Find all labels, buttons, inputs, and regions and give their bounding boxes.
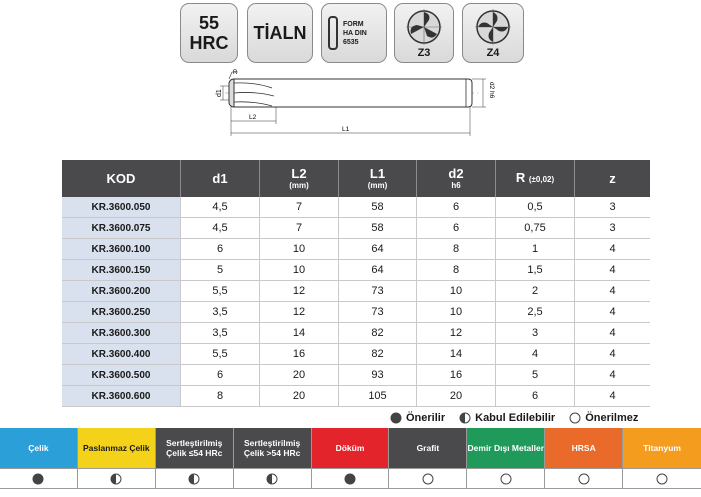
- cell-z: 4: [575, 281, 651, 302]
- half-circle-icon: [266, 473, 278, 485]
- material-rating: [0, 468, 77, 489]
- empty-circle-icon: [422, 473, 434, 485]
- empty-circle-icon: [500, 473, 512, 485]
- cell-z: 4: [575, 260, 651, 281]
- cell-z: 3: [575, 218, 651, 239]
- cell-l2: 12: [260, 302, 339, 323]
- r-dimension-label: R: [233, 70, 238, 76]
- l2-dimension-label: L2: [249, 114, 257, 121]
- cell-l1: 58: [339, 197, 417, 218]
- header-l2: L2 (mm): [260, 160, 339, 197]
- hardness-badge: [180, 3, 238, 63]
- table-row: [62, 323, 650, 344]
- cell-l1: 58: [339, 218, 417, 239]
- hardness-unit: HRC: [189, 33, 229, 53]
- d1-dimension-label: d1: [216, 89, 223, 97]
- material-suitability-grid: [0, 428, 701, 489]
- cell-l2: 16: [260, 344, 339, 365]
- material-name: Demir Dışı Metaller: [467, 428, 544, 468]
- cell-l2: 7: [260, 197, 339, 218]
- table-row: [62, 197, 650, 218]
- form-line-1: FORM: [343, 20, 364, 28]
- cell-l1: 82: [339, 344, 417, 365]
- cell-z: 4: [575, 323, 651, 344]
- material-rating: [545, 468, 622, 489]
- cell-d1: 3,5: [181, 323, 260, 344]
- header-l1: L1 (mm): [339, 160, 417, 197]
- material-rating: [389, 468, 466, 489]
- flutes-z3-badge: [394, 3, 454, 63]
- material-column: [467, 428, 545, 489]
- cell-r: 2,5: [496, 302, 575, 323]
- three-flute-icon: [405, 8, 443, 46]
- cell-d2: 6: [417, 197, 496, 218]
- half-circle-icon: [188, 473, 200, 485]
- material-name: Çelik: [0, 428, 77, 468]
- table-row: [62, 260, 650, 281]
- cell-z: 4: [575, 239, 651, 260]
- cell-z: 3: [575, 197, 651, 218]
- cell-kod: KR.3600.150: [62, 260, 181, 281]
- cell-z: 4: [575, 302, 651, 323]
- full-circle-icon: [32, 473, 44, 485]
- cell-l2: 10: [260, 239, 339, 260]
- product-table: [62, 160, 650, 407]
- material-name: Sertleştirilmiş Çelik >54 HRc: [234, 428, 311, 468]
- table-row: [62, 365, 650, 386]
- cell-kod: KR.3600.300: [62, 323, 181, 344]
- cell-d1: 8: [181, 386, 260, 407]
- coating-label: TİALN: [253, 22, 307, 43]
- cell-l1: 73: [339, 302, 417, 323]
- legend-recommended: [390, 412, 445, 424]
- full-circle-icon: [344, 473, 356, 485]
- material-column: [0, 428, 78, 489]
- coating-badge: [247, 3, 313, 63]
- empty-circle-icon: [656, 473, 668, 485]
- half-circle-icon: [459, 412, 471, 424]
- material-column: [623, 428, 701, 489]
- cell-r: 0,75: [496, 218, 575, 239]
- cell-l1: 64: [339, 239, 417, 260]
- l1-dimension-label: L1: [342, 126, 350, 133]
- cell-kod: KR.3600.250: [62, 302, 181, 323]
- legend-acceptable-label: Kabul Edilebilir: [475, 412, 556, 424]
- empty-circle-icon: [578, 473, 590, 485]
- z4-label: Z4: [486, 46, 500, 59]
- table-row: [62, 302, 650, 323]
- cell-l1: 64: [339, 260, 417, 281]
- shank-icon: [328, 16, 338, 50]
- legend-acceptable: [459, 412, 555, 424]
- cell-r: 1: [496, 239, 575, 260]
- z3-label: Z3: [417, 46, 431, 59]
- cell-d2: 10: [417, 281, 496, 302]
- header-z: z: [575, 160, 651, 197]
- cell-l2: 20: [260, 386, 339, 407]
- hardness-value: 55: [198, 13, 220, 33]
- table-row: [62, 344, 650, 365]
- material-column: [545, 428, 623, 489]
- cell-d2: 8: [417, 260, 496, 281]
- material-rating: [623, 468, 701, 489]
- usage-legend: [390, 412, 652, 424]
- cell-d1: 5,5: [181, 344, 260, 365]
- header-d2: d2 h6: [417, 160, 496, 197]
- cell-d2: 16: [417, 365, 496, 386]
- four-flute-icon: [474, 8, 512, 46]
- cell-d2: 14: [417, 344, 496, 365]
- cell-l1: 73: [339, 281, 417, 302]
- header-r: R (±0,02): [496, 160, 575, 197]
- table-row: [62, 239, 650, 260]
- flutes-z4-badge: [462, 3, 524, 63]
- header-d1: d1: [181, 160, 260, 197]
- half-circle-icon: [110, 473, 122, 485]
- cell-l2: 12: [260, 281, 339, 302]
- material-name: Sertleştirilmiş Çelik ≤54 HRc: [156, 428, 233, 468]
- material-rating: [467, 468, 544, 489]
- material-name: Grafit: [389, 428, 466, 468]
- cell-d1: 4,5: [181, 218, 260, 239]
- legend-not-recommended-label: Önerilmez: [585, 412, 639, 424]
- cell-d1: 6: [181, 239, 260, 260]
- material-column: [78, 428, 156, 489]
- cell-kod: KR.3600.600: [62, 386, 181, 407]
- table-row: [62, 386, 650, 407]
- material-rating: [156, 468, 233, 489]
- material-name: Paslanmaz Çelik: [78, 428, 155, 468]
- cell-d1: 5,5: [181, 281, 260, 302]
- cell-z: 4: [575, 365, 651, 386]
- material-column: [234, 428, 312, 489]
- table-row: [62, 218, 650, 239]
- cell-d2: 20: [417, 386, 496, 407]
- material-column: [389, 428, 467, 489]
- tool-drawing: [200, 66, 500, 142]
- cell-l1: 82: [339, 323, 417, 344]
- cell-kod: KR.3600.500: [62, 365, 181, 386]
- cell-l1: 105: [339, 386, 417, 407]
- cell-r: 2: [496, 281, 575, 302]
- legend-not-recommended: [569, 412, 638, 424]
- cell-r: 6: [496, 386, 575, 407]
- form-line-3: 6535: [343, 38, 359, 46]
- cell-l2: 14: [260, 323, 339, 344]
- full-circle-icon: [390, 412, 402, 424]
- cell-kod: KR.3600.050: [62, 197, 181, 218]
- material-column: [312, 428, 390, 489]
- cell-d2: 12: [417, 323, 496, 344]
- shank-form-badge: [321, 3, 387, 63]
- material-column: [156, 428, 234, 489]
- header-kod: KOD: [62, 160, 181, 197]
- cell-r: 0,5: [496, 197, 575, 218]
- cell-d1: 5: [181, 260, 260, 281]
- cell-d1: 4,5: [181, 197, 260, 218]
- material-rating: [78, 468, 155, 489]
- cell-d2: 10: [417, 302, 496, 323]
- form-line-2: HA DIN: [343, 29, 367, 37]
- cell-l2: 10: [260, 260, 339, 281]
- material-name: HRSA: [545, 428, 622, 468]
- cell-kod: KR.3600.400: [62, 344, 181, 365]
- cell-r: 4: [496, 344, 575, 365]
- cell-d2: 8: [417, 239, 496, 260]
- cell-kod: KR.3600.100: [62, 239, 181, 260]
- material-name: Döküm: [312, 428, 389, 468]
- material-name: Titanyum: [623, 428, 701, 468]
- cell-d2: 6: [417, 218, 496, 239]
- material-rating: [234, 468, 311, 489]
- legend-recommended-label: Önerilir: [406, 412, 446, 424]
- cell-r: 5: [496, 365, 575, 386]
- cell-kod: KR.3600.200: [62, 281, 181, 302]
- cell-r: 1,5: [496, 260, 575, 281]
- cell-kod: KR.3600.075: [62, 218, 181, 239]
- table-header-row: [62, 160, 650, 197]
- cell-l2: 7: [260, 218, 339, 239]
- d2-dimension-label: d2 h6: [488, 82, 495, 99]
- cell-z: 4: [575, 344, 651, 365]
- cell-l2: 20: [260, 365, 339, 386]
- cell-d1: 6: [181, 365, 260, 386]
- cell-l1: 93: [339, 365, 417, 386]
- table-row: [62, 281, 650, 302]
- material-rating: [312, 468, 389, 489]
- cell-d1: 3,5: [181, 302, 260, 323]
- cell-r: 3: [496, 323, 575, 344]
- empty-circle-icon: [569, 412, 581, 424]
- cell-z: 4: [575, 386, 651, 407]
